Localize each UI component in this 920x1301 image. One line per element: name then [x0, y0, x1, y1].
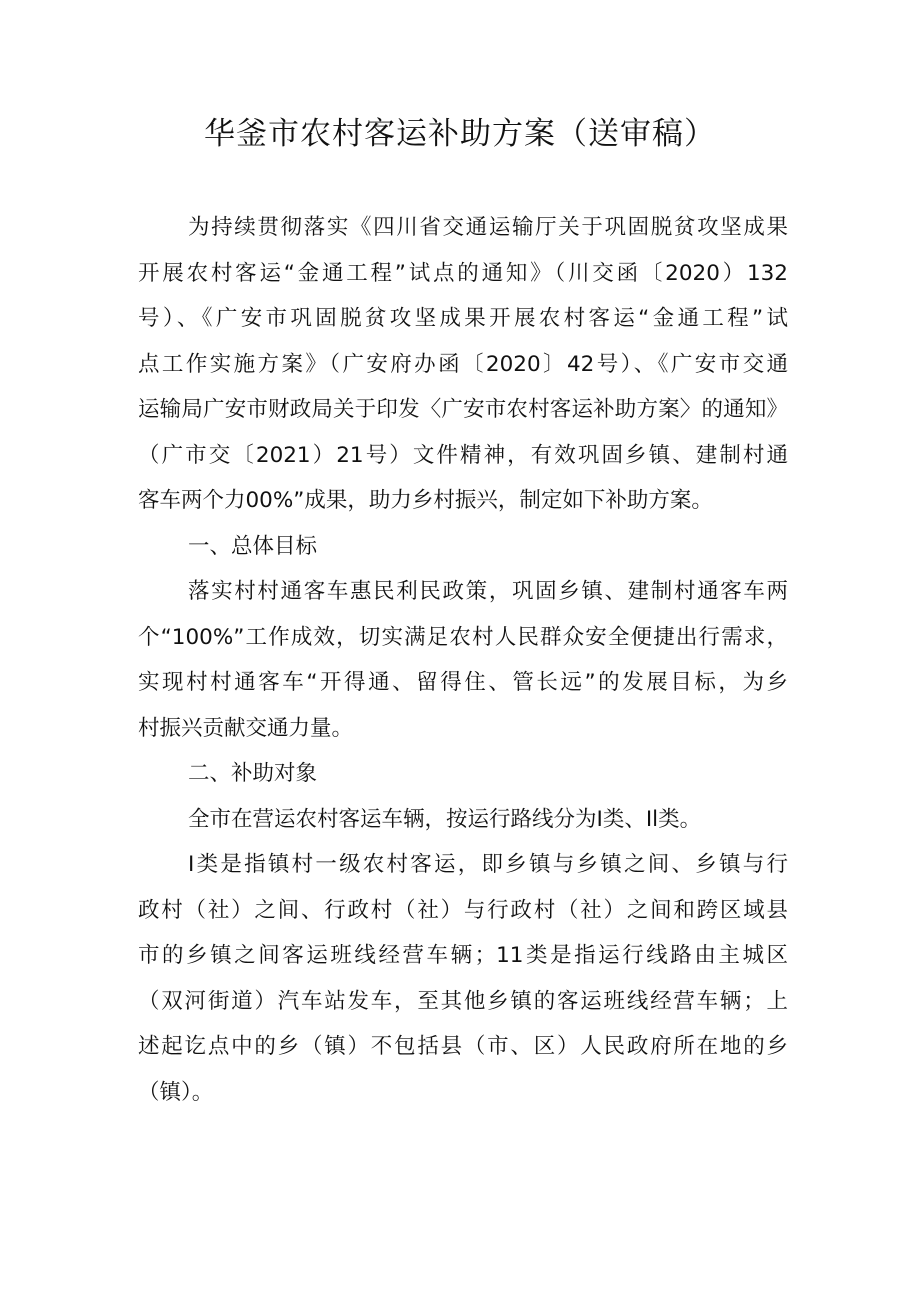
text-line: （广市交〔2021）21号）文件精神，有效巩固乡镇、建制村通 [138, 442, 788, 468]
text-line: 开展农村客运“金通工程”试点的通知》（川交函〔2020）132 [138, 260, 788, 286]
text-line: 客车两个力00%”成果，助力乡村振兴，制定如下补助方案。 [138, 488, 713, 513]
text-line: （镇）。 [138, 1079, 214, 1105]
text-line: 号）、《广安市巩固脱贫攻坚成果开展农村客运“金通工程”试 [138, 306, 788, 331]
text-line: 一、总体目标 [188, 533, 318, 559]
text-line: 市的乡镇之间客运班线经营车辆；11类是指运行线路由主城区 [138, 943, 788, 968]
text-line: 点工作实施方案》（广安府办函〔2020〕42号）、《广安市交通 [138, 351, 788, 377]
text-line: （双河街道）汽车站发车，至其他乡镇的客运班线经营车辆；上 [138, 988, 788, 1014]
text-line: 述起讫点中的乡（镇）不包括县（市、区）人民政府所在地的乡 [138, 1034, 788, 1059]
text-line: 落实村村通客车惠民利民政策，巩固乡镇、建制村通客车两 [188, 579, 788, 604]
text-line: I类是指镇村一级农村客运，即乡镇与乡镇之间、乡镇与行 [188, 852, 788, 877]
document-body [138, 205, 788, 1115]
text-line: 运输局广安市财政局关于印发〈广安市农村客运补助方案〉的通知》 [138, 397, 788, 422]
text-line: 为持续贯彻落实《四川省交通运输厅关于巩固脱贫攻坚成果 [188, 215, 788, 240]
text-line: 村振兴贡献交通力量。 [138, 715, 354, 741]
text-line: 二、补助对象 [188, 761, 318, 786]
document-title: 华釜市农村客运补助方案（送审稿） [204, 116, 716, 152]
text-line: 全市在营运农村客运车辆，按运行路线分为I类、Il类。 [188, 806, 702, 832]
text-line: 政村（社）之间、行政村（社）与行政村（社）之间和跨区域县 [138, 897, 788, 923]
text-line: 个“100%”工作成效，切实满足农村人民群众安全便捷出行需求， [138, 624, 788, 650]
text-line: 实现村村通客车“开得通、留得住、管长远”的发展目标，为乡 [138, 670, 788, 695]
